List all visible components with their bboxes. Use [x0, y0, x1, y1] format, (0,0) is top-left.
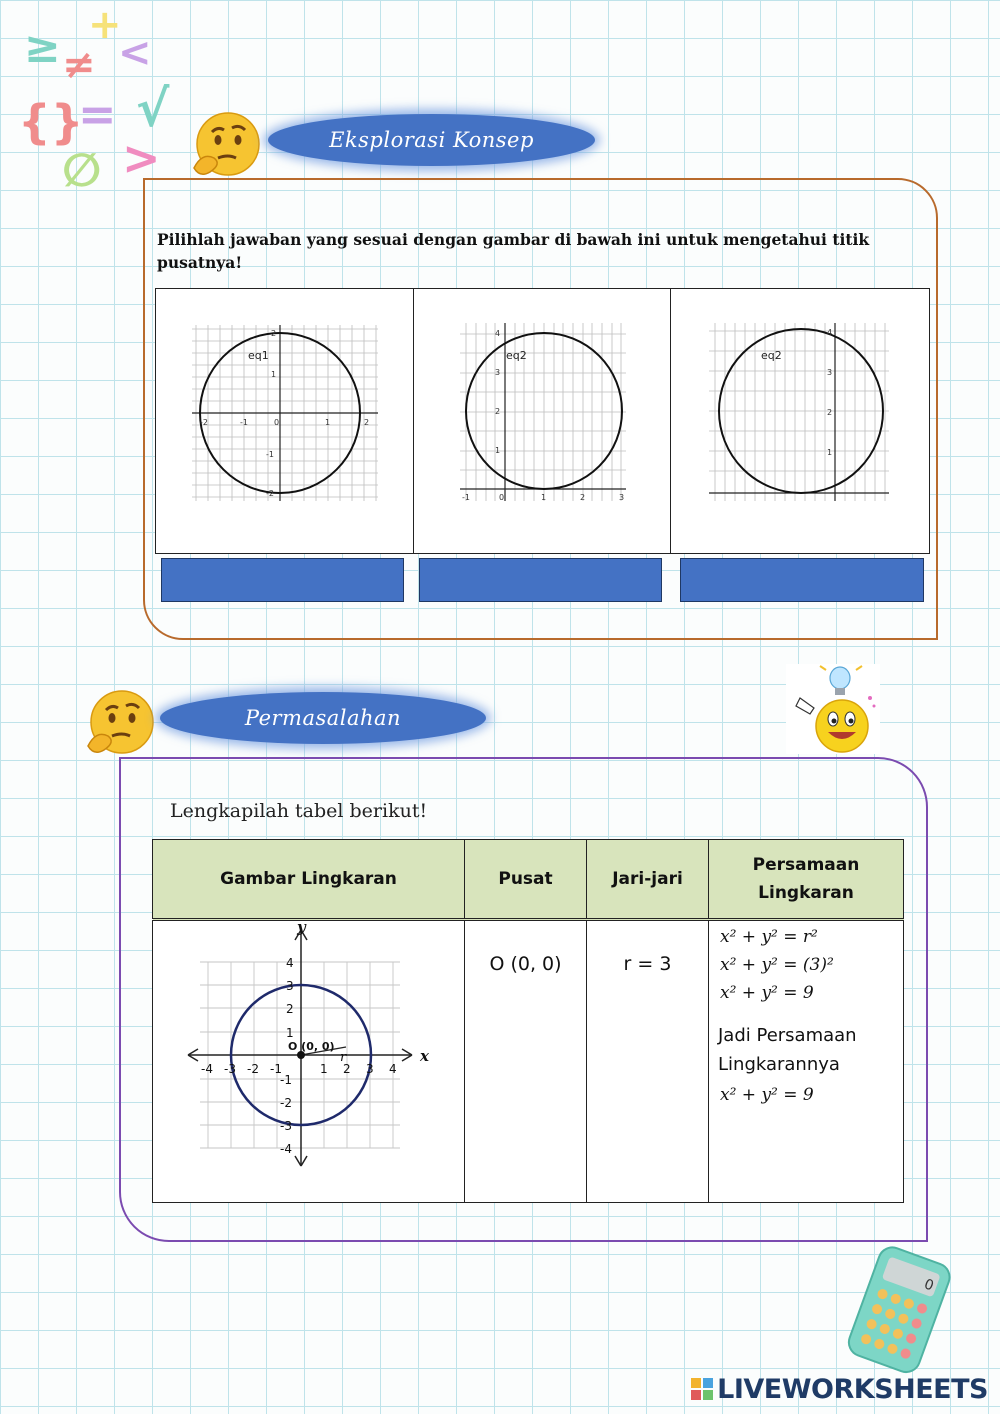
graph-xtick: -4	[201, 1062, 213, 1076]
graph-ytick: 3	[286, 979, 294, 993]
graph-1-xtick: 2	[364, 418, 370, 427]
graph-ytick: -3	[280, 1119, 292, 1133]
symbol-equals: =	[78, 87, 117, 141]
graph-2-ytick: 4	[495, 329, 501, 338]
graph-cell-2	[413, 288, 672, 554]
graph-ytick: 4	[286, 956, 294, 970]
instruction-text: Pilihlah jawaban yang sesuai dengan gambar di bawah ini untuk mengetahui titik pusatnya!	[157, 230, 870, 272]
graph-xtick: -1	[270, 1062, 282, 1076]
graph-1-ytick: -1	[266, 450, 274, 459]
graph-3-ytick: 2	[827, 408, 833, 417]
brand-text: LIVEWORKSHEETS	[717, 1374, 988, 1405]
circle-graph-1	[156, 289, 414, 551]
graph-2-xtick: 0	[499, 493, 505, 502]
thinking-face-icon	[190, 110, 262, 180]
graph-2-ytick: 1	[495, 446, 501, 455]
cell-pusat: O (0, 0)	[465, 920, 587, 1203]
header-jari-jari: Jari-jari	[587, 840, 709, 920]
graph-ytick: 2	[286, 1002, 294, 1016]
graph-ytick: -1	[280, 1073, 292, 1087]
graph-y-axis-label: y	[297, 922, 306, 936]
header-gambar: Gambar Lingkaran	[153, 840, 465, 920]
graph-xtick: 4	[389, 1062, 397, 1076]
symbol-neq: ≠	[62, 42, 96, 88]
answer-box-1[interactable]	[161, 558, 404, 602]
cell-persamaan	[709, 920, 904, 1203]
graph-radius-label: r	[340, 1050, 347, 1065]
graph-1-xtick: 0	[274, 418, 280, 427]
circle-table	[152, 839, 904, 1203]
graph-xtick: 1	[320, 1062, 328, 1076]
graph-2-label: eq2	[506, 349, 527, 362]
graph-2-xtick: 2	[580, 493, 586, 502]
thinking-face-icon	[84, 688, 156, 758]
circle-graph-2	[414, 289, 671, 551]
section-title-permasalahan: Permasalahan	[160, 692, 486, 744]
graph-1-ytick: 2	[271, 329, 277, 338]
symbol-braces: {}	[18, 95, 84, 149]
final-equation: x² + y² = 9	[720, 1085, 814, 1105]
math-symbols-decoration	[18, 4, 198, 194]
equation-line: x² + y² = r²	[720, 927, 818, 947]
symbol-sqrt: √	[136, 80, 170, 138]
header-persamaan: Persamaan Lingkaran	[709, 840, 904, 920]
graph-3-ytick: 1	[827, 448, 833, 457]
symbol-geq: ≥	[24, 22, 61, 73]
graph-2-ytick: 3	[495, 368, 501, 377]
graph-2-xtick: 1	[541, 493, 547, 502]
graph-2-xtick: 3	[619, 493, 625, 502]
answer-box-2[interactable]	[419, 558, 662, 602]
graph-cell-1	[155, 288, 415, 554]
table-instruction: Lengkapilah tabel berikut!	[170, 800, 428, 822]
liveworksheets-logo[interactable]	[691, 1374, 988, 1405]
calculator-icon	[832, 1240, 962, 1380]
calculator-display: 0	[921, 1276, 936, 1295]
cell-gambar	[153, 920, 465, 1203]
graph-2-xtick: -1	[462, 493, 470, 502]
graph-1-xtick: 1	[325, 418, 331, 427]
graph-3-ytick: 3	[827, 368, 833, 377]
equation-line: x² + y² = 9	[720, 983, 814, 1003]
graph-ytick: -4	[280, 1142, 292, 1156]
graph-3-ytick: 4	[827, 328, 833, 337]
cell-jari-jari: r = 3	[587, 920, 709, 1203]
symbol-empty-set: ∅	[62, 143, 102, 194]
answer-box-3[interactable]	[680, 558, 924, 602]
symbol-greater: >	[122, 131, 161, 185]
graph-1-xtick: -2	[200, 418, 208, 427]
graph-x-axis-label: x	[420, 1047, 429, 1065]
graph-cell-3	[670, 288, 930, 554]
graph-xtick: -2	[247, 1062, 259, 1076]
table-row	[153, 920, 904, 1203]
circle-graph-radius-3	[154, 922, 454, 1168]
graph-1-label: eq1	[248, 349, 269, 362]
idea-face-icon	[786, 664, 880, 754]
symbol-plus: +	[88, 4, 122, 48]
liveworksheets-mark-icon	[691, 1378, 713, 1400]
graph-1-ytick: 1	[271, 370, 277, 379]
graph-ytick: -2	[280, 1096, 292, 1110]
section-title-eksplorasi: Eksplorasi Konsep	[268, 114, 595, 166]
circle-graph-3	[671, 289, 929, 551]
graph-xtick: -3	[224, 1062, 236, 1076]
conclusion-text: Jadi Persamaan Lingkarannya	[718, 1025, 857, 1075]
graph-ytick: 1	[286, 1026, 294, 1040]
header-pusat: Pusat	[465, 840, 587, 920]
graph-center-label: O (0, 0)	[288, 1040, 335, 1053]
equation-line: x² + y² = (3)²	[720, 955, 834, 975]
graph-xtick: 3	[366, 1062, 374, 1076]
graph-1-ytick: -2	[266, 489, 274, 498]
graph-xtick: 2	[343, 1062, 351, 1076]
graph-3-label: eq2	[761, 349, 782, 362]
graph-2-ytick: 2	[495, 407, 501, 416]
graph-1-xtick: -1	[240, 418, 248, 427]
symbol-less: <	[118, 30, 152, 76]
